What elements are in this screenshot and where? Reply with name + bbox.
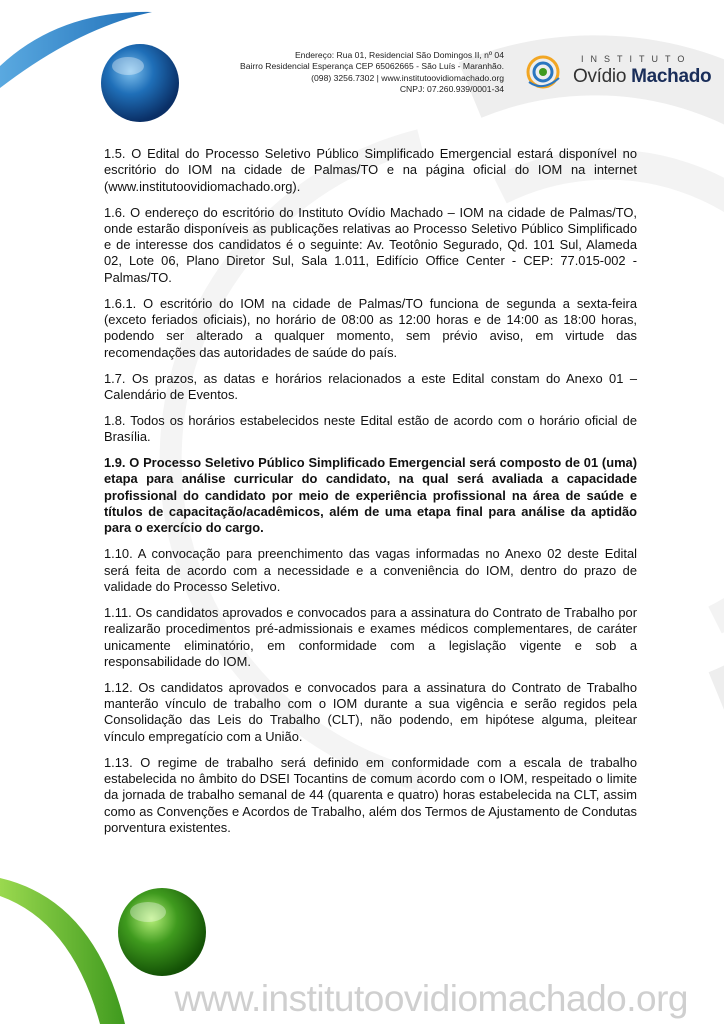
logo-text-instituto: INSTITUTO	[581, 54, 692, 64]
contact-line: (098) 3256.7302 | www.institutoovidiomachado.org	[311, 72, 504, 83]
address-line: Endereço: Rua 01, Residencial São Domingos II, nº 04	[294, 50, 504, 60]
paragraph-1-10: 1.10. A convocação para preenchimento das vagas informadas no Anexo 02 deste Edital será feita de acordo com a necessidade e a conveniência do IOM, dentro do prazo de validade do Processo Seletivo.	[104, 546, 637, 594]
paragraph-1-7: 1.7. Os prazos, as datas e horários relacionados a este Edital constam do Anexo 01 – Calendário de Eventos.	[104, 370, 637, 402]
header-address-block	[174, 50, 504, 96]
logo-text-ovidio: Ovídio	[573, 66, 632, 87]
footer-website-url: www.institutoovidiomachado.org	[174, 978, 688, 1019]
header-blue-swoosh	[0, 0, 200, 140]
paragraph-1-6-1: 1.6.1. O escritório do IOM na cidade de Palmas/TO funciona de segunda a sexta-feira (exceto feriados oficiais), no horário de 08:00 as 12:00 horas e de 14:00 as 18:00 horas, podendo ser alterado a qualquer momento, sem prévio aviso, em virtude das recomendações das autoridades de saúde do país.	[104, 295, 637, 360]
paragraph-1-12: 1.12. Os candidatos aprovados e convocados para a assinatura do Contrato de Trabalho manterão vínculo de trabalho com o IOM durante a sua vigência e serão regidos pela Consolidação das Leis do Trabalho (CLT), não podendo, em hipótese alguma, pleitear vínculo empregatício com a União.	[104, 679, 637, 744]
logo-text-machado: Machado	[631, 66, 712, 87]
cnpj-line: CNPJ: 07.260.939/0001-34	[399, 84, 504, 95]
paragraph-1-8: 1.8. Todos os horários estabelecidos neste Edital estão de acordo com o horário oficial de Brasília.	[104, 412, 637, 445]
edital-body	[104, 146, 637, 846]
logo-emblem-icon	[523, 52, 569, 92]
institute-logo	[523, 50, 712, 94]
paragraph-1-13: 1.13. O regime de trabalho será definido em conformidade com a escala de trabalho estabelecida no âmbito do DSEI Tocantins de comum acordo com o IOM, respeitado o limite da jornada de trabalho semanal de 44 (quarenta e quatro) horas estabelecida na CLT, assim como as Convenções e Acordos de Trabalho, além dos Termos de Ajustamento de Condutas porventura existentes.	[104, 754, 637, 835]
logo-text-name	[573, 66, 711, 88]
paragraph-1-6: 1.6. O endereço do escritório do Instituto Ovídio Machado – IOM na cidade de Palmas/TO, onde estarão disponíveis as publicações relativas ao Processo Seletivo Público Simplificado e de interesse dos candidatos é o seguinte: Av. Teotônio Segurado, Qd. 101 Sul, Alameda 02, Lote 06, Plano Diretor Sul, Sala 1.011, Edifício Office Center - CEP: 77.015-002 - Palmas/TO.	[104, 204, 637, 285]
paragraph-1-5: 1.5. O Edital do Processo Seletivo Público Simplificado Emergencial estará disponível no escritório do IOM na cidade de Palmas/TO e na página oficial do IOM na internet (www.institutoovidiomachado.org).	[104, 146, 637, 194]
address-line: Bairro Residencial Esperança CEP 65062665 - São Luís - Maranhão.	[239, 61, 504, 72]
paragraph-1-9: 1.9. O Processo Seletivo Público Simplificado Emergencial será composto de 01 (uma) etapa para análise curricular do candidato, na qual será avaliada a capacidade profissional do candidato por meio de experiência profissional na área de saúde e títulos de capacitação/acadêmicos, além de uma etapa final para análise da aptidão para o exercício do cargo.	[104, 455, 637, 536]
paragraph-1-11: 1.11. Os candidatos aprovados e convocados para a assinatura do Contrato de Trabalho por realizarão procedimentos pré-admissionais e exames médicos complementares, de caráter unicamente eliminatório, em conformidade com a legislação vigente e sob a responsabilidade do IOM.	[104, 604, 637, 669]
